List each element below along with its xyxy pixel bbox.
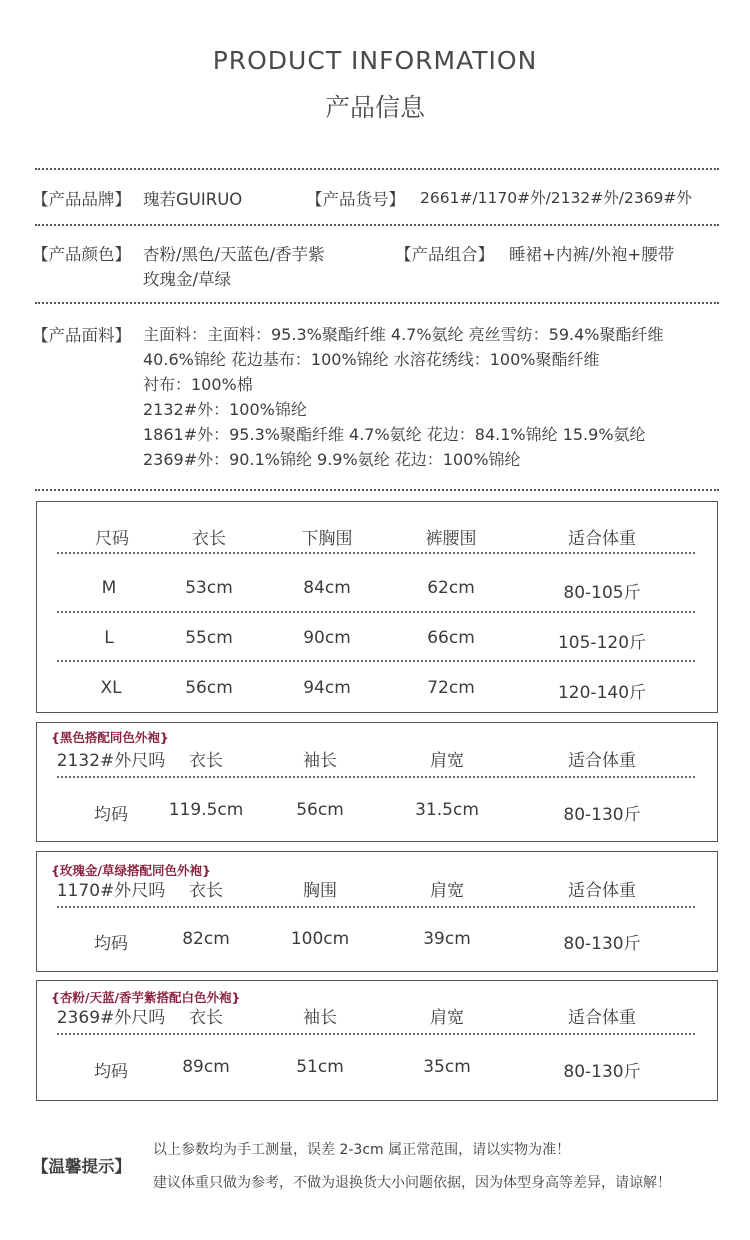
robe-cell: 89cm <box>182 1057 230 1077</box>
row-divider <box>57 776 695 778</box>
row-divider <box>57 660 695 662</box>
robe-header: 衣长 <box>189 1008 223 1028</box>
row-divider <box>57 1033 695 1035</box>
robe-header: 衣长 <box>189 751 223 771</box>
tips-line2: 建议体重只做为参考，不做为退换货大小问题依据，因为体型身高等差异，请谅解！ <box>153 1175 671 1191</box>
combo-value: 睡裙+内裤/外袍+腰带 <box>509 245 675 264</box>
size-cell: XL <box>100 678 122 698</box>
brand-value: 瑰若GUIRUO <box>143 190 243 209</box>
robe-table-2369 <box>36 980 718 1101</box>
size-cell: 62cm <box>427 578 475 598</box>
size-cell: 84cm <box>303 578 351 598</box>
tips-label: 【温馨提示】 <box>32 1157 131 1176</box>
fabric-label: 【产品面料】 <box>32 326 131 345</box>
size-cell: L <box>104 628 114 648</box>
fabric-line: 2132#外：100%锦纶 <box>143 400 307 419</box>
robe-table-1170 <box>36 851 718 972</box>
robe-header: 袖长 <box>303 1008 337 1028</box>
robe-cell: 100cm <box>290 929 350 949</box>
size-cell: 56cm <box>185 678 233 698</box>
size-cell: 55cm <box>185 628 233 648</box>
row-divider <box>57 552 695 554</box>
robe-header: 2369#外尺吗 <box>56 1008 166 1028</box>
robe-header: 适合体重 <box>568 881 636 901</box>
robe-cell: 均码 <box>94 1062 128 1082</box>
robe-cell: 35cm <box>423 1057 471 1077</box>
robe-header: 适合体重 <box>568 751 636 771</box>
size-cell: 53cm <box>185 578 233 598</box>
brand-label: 【产品品牌】 <box>32 190 131 209</box>
robe-cell: 56cm <box>296 800 344 820</box>
tips-line1: 以上参数均为手工测量，误差 2-3cm 属正常范围，请以实物为准！ <box>153 1142 571 1158</box>
divider <box>35 168 719 170</box>
size-cell: 90cm <box>303 628 351 648</box>
fabric-line: 1861#外：95.3%聚酯纤维 4.7%氨纶 花边：84.1%锦纶 15.9%氨纶 <box>143 425 646 444</box>
size-cell: M <box>101 578 117 598</box>
color-value-line1: 杏粉/黑色/天蓝色/香芋紫 <box>143 245 325 264</box>
size-cell: 120-140斤 <box>557 683 647 703</box>
robe-cell: 均码 <box>94 805 128 825</box>
size-header: 尺码 <box>95 529 129 549</box>
size-header: 裤腰围 <box>425 529 477 549</box>
size-cell: 72cm <box>427 678 475 698</box>
sku-value: 2661#/1170#外/2132#外/2369#外 <box>420 189 692 207</box>
robe-tag: {黑色搭配同色外袍} <box>51 730 169 745</box>
fabric-line: 40.6%锦纶 花边基布：100%锦纶 水溶花绣线：100%聚酯纤维 <box>143 350 600 369</box>
robe-header: 肩宽 <box>430 751 464 771</box>
row-divider <box>57 611 695 613</box>
robe-tag: {杏粉/天蓝/香芋紫搭配白色外袍} <box>51 990 241 1005</box>
robe-header: 肩宽 <box>430 1008 464 1028</box>
robe-cell: 51cm <box>296 1057 344 1077</box>
robe-header: 2132#外尺吗 <box>56 751 166 771</box>
robe-tag: {玫瑰金/草绿搭配同色外袍} <box>51 863 211 878</box>
robe-cell: 均码 <box>94 934 128 954</box>
robe-cell: 80-130斤 <box>563 805 641 825</box>
robe-cell: 31.5cm <box>415 800 479 820</box>
size-header: 下胸围 <box>301 529 353 549</box>
robe-cell: 80-130斤 <box>563 1062 641 1082</box>
size-table <box>36 501 718 713</box>
divider <box>35 302 719 304</box>
robe-cell: 80-130斤 <box>563 934 641 954</box>
size-cell: 94cm <box>303 678 351 698</box>
robe-header: 肩宽 <box>430 881 464 901</box>
fabric-line: 衬布：100%棉 <box>143 375 253 394</box>
sku-label: 【产品货号】 <box>306 190 405 209</box>
color-value-line2: 玫瑰金/草绿 <box>143 270 232 289</box>
size-header: 衣长 <box>192 529 226 549</box>
robe-header: 衣长 <box>189 881 223 901</box>
size-cell: 66cm <box>427 628 475 648</box>
combo-label: 【产品组合】 <box>395 245 494 264</box>
fabric-line: 2369#外：90.1%锦纶 9.9%氨纶 花边：100%锦纶 <box>143 450 521 469</box>
robe-header: 袖长 <box>303 751 337 771</box>
robe-header: 胸围 <box>303 881 337 901</box>
robe-cell: 39cm <box>423 929 471 949</box>
size-cell: 105-120斤 <box>557 633 647 653</box>
robe-cell: 119.5cm <box>168 800 244 820</box>
size-cell: 80-105斤 <box>563 583 641 603</box>
robe-cell: 82cm <box>182 929 230 949</box>
color-label: 【产品颜色】 <box>32 245 131 264</box>
robe-table-2132 <box>36 722 718 842</box>
title-chinese: 产品信息 <box>324 93 425 122</box>
row-divider <box>57 906 695 908</box>
robe-header: 1170#外尺吗 <box>56 881 166 901</box>
robe-header: 适合体重 <box>568 1008 636 1028</box>
fabric-line: 主面料：主面料：95.3%聚酯纤维 4.7%氨纶 亮丝雪纺：59.4%聚酯纤维 <box>143 325 664 344</box>
divider <box>35 224 719 226</box>
size-header: 适合体重 <box>568 529 636 549</box>
divider <box>35 489 719 491</box>
title-english: PRODUCT INFORMATION <box>212 46 538 75</box>
